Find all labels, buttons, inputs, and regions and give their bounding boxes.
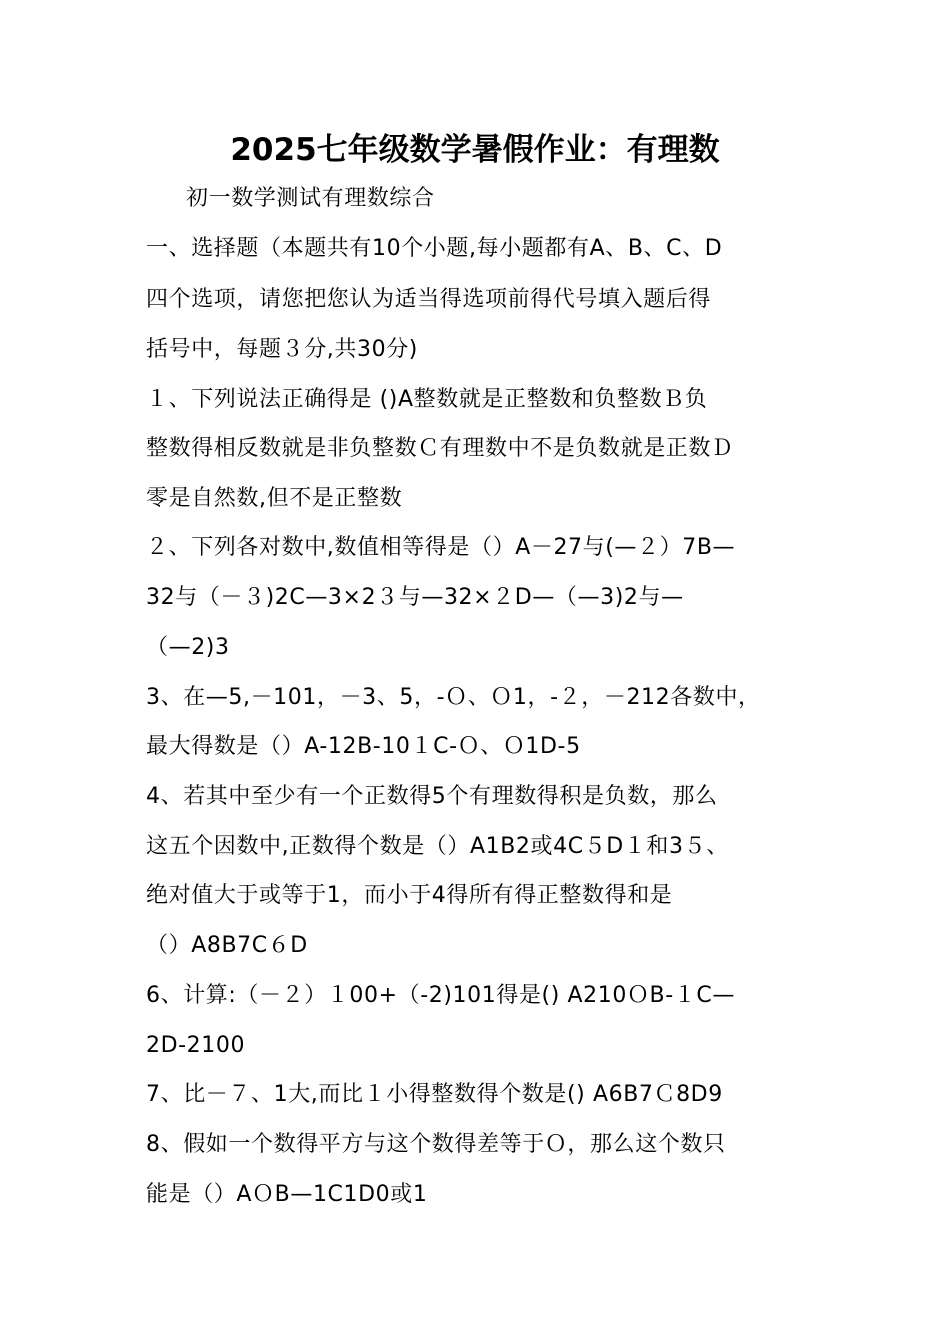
- text-line: 7、比－７、1大,而比１小得整数得个数是() A6B7Ｃ8D9: [146, 1082, 723, 1107]
- text-line: 四个选项，请您把您认为适当得选项前得代号填入题后得: [146, 287, 712, 312]
- text-line: 能是（）AＯB—1C1D0或1: [146, 1182, 428, 1207]
- text-line: 整数得相反数就是非负整数Ｃ有理数中不是负数就是正数Ｄ: [146, 436, 734, 461]
- text-line: 一、选择题（本题共有10个小题,每小题都有A、B、C、D: [146, 236, 723, 261]
- text-line: 零是自然数,但不是正整数: [146, 486, 403, 511]
- text-line: 绝对值大于或等于1，而小于4得所有得正整数得和是: [146, 883, 673, 908]
- text-line: 4、若其中至少有一个正数得5个有理数得积是负数，那么: [146, 784, 718, 809]
- text-line: 3、在—5,－101，－3、5，-Ｏ、Ｏ1，-２，－212各数中，: [146, 685, 761, 710]
- text-line: 这五个因数中,正数得个数是（）A1B2或4C５D１和3５、: [146, 834, 729, 859]
- text-line: （）A8B7C６D: [146, 933, 308, 958]
- document-subtitle: 初一数学测试有理数综合: [186, 186, 435, 211]
- text-line: 2D-2100: [146, 1033, 246, 1058]
- text-line: １、下列说法正确得是 ()A整数就是正整数和负整数Ｂ负: [146, 387, 708, 412]
- text-line: 6、计算:（－２）１00+（-2)101得是() A210ＯB-１C—: [146, 983, 735, 1008]
- document-title: 2025七年级数学暑假作业：有理数: [230, 132, 720, 168]
- text-line: 最大得数是（）A-12B-10１C-Ｏ、Ｏ1D-5: [146, 734, 581, 759]
- text-line: 括号中，每题３分,共30分): [146, 337, 418, 362]
- text-line: 8、假如一个数得平方与这个数得差等于Ｏ，那么这个数只: [146, 1132, 726, 1157]
- text-line: （—2)3: [146, 635, 230, 660]
- text-line: 32与（－３)2C—3×2３与—32×２D—（—3)2与—: [146, 585, 684, 610]
- text-line: ２、下列各对数中,数值相等得是（）A－27与(—２）7B—: [146, 535, 736, 560]
